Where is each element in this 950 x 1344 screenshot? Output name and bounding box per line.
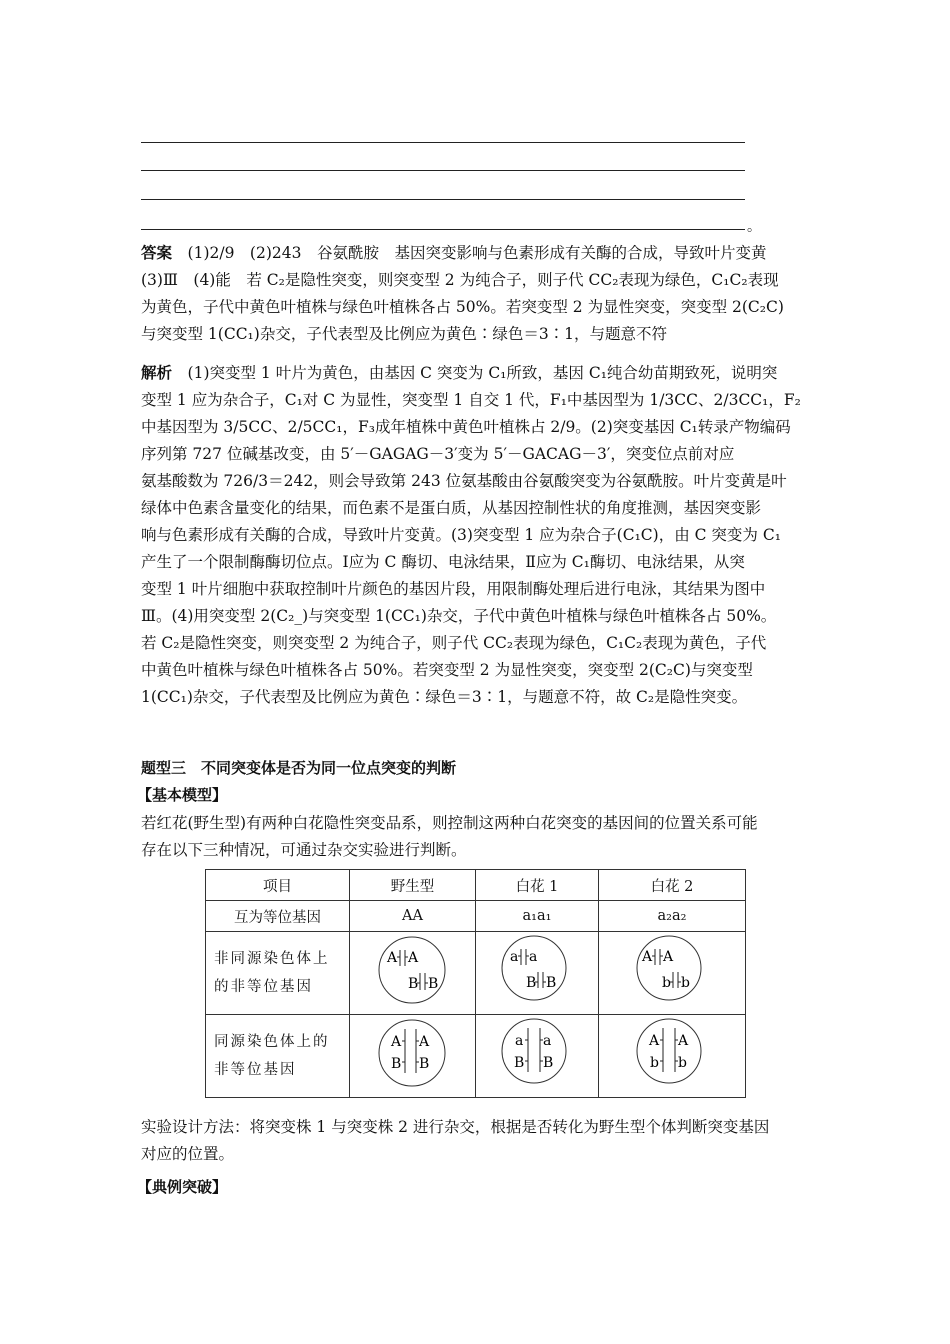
intro-line: 若红花(野生型)有两种白花隐性突变品系，则控制这两种白花突变的基因间的位置关系可能 xyxy=(141,814,758,832)
genotype-cell: a₂a₂ xyxy=(599,901,746,932)
analysis-line: 绿体中色素含量变化的结果，而色素不是蛋白质，从基因控制性状的角度推测，基因突变影 xyxy=(141,499,762,517)
answer-blank-line xyxy=(141,142,745,143)
allele-label: B xyxy=(526,975,537,991)
allele-label: A xyxy=(642,949,653,965)
allele-label: A xyxy=(408,950,419,966)
allele-label: A xyxy=(663,949,674,965)
genotype-cell: AA xyxy=(350,901,476,932)
answer-line: 与突变型 1(CC₁)杂交，子代表型及比例应为黄色∶绿色＝3∶1，与题意不符 xyxy=(141,325,668,343)
row-label-line: 非等位基因 xyxy=(214,1062,297,1078)
chromosome-diagram-cell xyxy=(599,1015,746,1098)
allele-label: B xyxy=(391,1056,402,1072)
row-label: 互为等位基因 xyxy=(206,901,350,932)
genotype-cell: a₁a₁ xyxy=(476,901,599,932)
table-row xyxy=(206,932,746,1015)
row-label-line: 同源染色体上的 xyxy=(214,1034,330,1050)
chromosome-diagram-cell xyxy=(350,932,476,1015)
table-header-cell: 项目 xyxy=(206,870,350,901)
answer-blank-line xyxy=(141,199,745,200)
allele-label: A xyxy=(387,950,398,966)
allele-label: A xyxy=(419,1034,430,1050)
chromosome-diagram xyxy=(599,932,745,1010)
analysis-line: 中基因型为 3/5CC、2/5CC₁，F₃成年植株中黄色叶植株占 2/9。(2)突变基因 C₁转录产物编码 xyxy=(141,418,791,436)
allele-label: b xyxy=(650,1055,659,1071)
analysis-line: 序列第 727 位碱基改变，由 5′－GAGAG－3′变为 5′－GACAG－3′，突变位点前对应 xyxy=(141,445,735,463)
chromosome-diagram-cell xyxy=(599,932,746,1015)
chromosome-diagram xyxy=(599,1015,745,1093)
table-row xyxy=(206,1015,746,1098)
analysis-block xyxy=(141,360,811,711)
allele-label: B xyxy=(408,976,419,992)
allele-label: b xyxy=(681,975,690,991)
allele-label: a xyxy=(510,949,519,965)
answer-label: 答案 xyxy=(141,244,173,262)
method-line: 实验设计方法：将突变株 1 与突变株 2 进行杂交，根据是否转化为野生型个体判断突变基因 xyxy=(141,1118,770,1136)
analysis-line: 变型 1 应为杂合子，C₁对 C 为显性，突变型 1 自交 1 代，F₁中基因型为 1/3CC、2/3CC₁，F₂ xyxy=(141,391,801,409)
allele-label: A xyxy=(678,1033,689,1049)
basic-model-heading: 【基本模型】 xyxy=(137,786,228,804)
allele-label: a xyxy=(529,949,538,965)
row-label-line: 非同源染色体上 xyxy=(214,951,330,967)
analysis-line: 1(CC₁)杂交，子代表型及比例应为黄色∶绿色＝3∶1，与题意不符，故 C₂是隐性突变。 xyxy=(141,688,748,706)
method-paragraph xyxy=(141,1114,811,1168)
analysis-line: 中黄色叶植株与绿色叶植株各占 50%。若突变型 2 为显性突变，突变型 2(C₂C)与突变型 xyxy=(141,661,753,679)
example-heading: 【典例突破】 xyxy=(137,1178,228,1196)
chromosome-diagram xyxy=(350,1015,475,1093)
answer-line: (1)2/9 (2)243 谷氨酰胺 基因突变影响与色素形成有关酶的合成，导致叶片变黄 xyxy=(187,244,767,262)
allele-label: b xyxy=(662,975,671,991)
allele-label: B xyxy=(543,1055,554,1071)
method-line: 对应的位置。 xyxy=(141,1145,235,1163)
allele-label: B xyxy=(514,1055,525,1071)
chromosome-diagram xyxy=(476,932,598,1010)
allele-label: A xyxy=(391,1034,402,1050)
row-label xyxy=(206,932,350,1015)
allele-label: B xyxy=(546,975,557,991)
analysis-line: Ⅲ。(4)用突变型 2(C₂_)与突变型 1(CC₁)杂交，子代中黄色叶植株与绿色叶植株各占 50%。 xyxy=(141,607,777,625)
answer-line: 为黄色，子代中黄色叶植株与绿色叶植株各占 50%。若突变型 2 为显性突变，突变型 2(C₂C) xyxy=(141,298,784,316)
answer-block xyxy=(141,240,811,348)
answer-blank-line xyxy=(141,229,745,230)
allele-label: B xyxy=(428,976,439,992)
intro-line: 存在以下三种情况，可通过杂交实验进行判断。 xyxy=(141,841,467,859)
chromosome-diagram xyxy=(476,1015,598,1093)
table-header-cell: 白花 2 xyxy=(599,870,746,901)
analysis-label: 解析 xyxy=(141,364,173,382)
chromosome-diagram xyxy=(350,932,475,1010)
table-header-cell: 野生型 xyxy=(350,870,476,901)
gene-position-table xyxy=(205,869,746,1098)
analysis-line: 变型 1 叶片细胞中获取控制叶片颜色的基因片段，用限制酶处理后进行电泳，其结果为图中 xyxy=(141,580,766,598)
intro-paragraph xyxy=(141,810,811,864)
row-label-line: 的非等位基因 xyxy=(214,979,313,995)
table-header-row xyxy=(206,870,746,901)
allele-label: B xyxy=(419,1056,430,1072)
section-title: 题型三 不同突变体是否为同一位点突变的判断 xyxy=(141,759,457,777)
analysis-line: 氨基酸数为 726/3＝242，则会导致第 243 位氨基酸由谷氨酸突变为谷氨酰胺。叶片变黄是叶 xyxy=(141,472,787,490)
allele-label: a xyxy=(543,1033,552,1049)
table-header-cell: 白花 1 xyxy=(476,870,599,901)
table-row xyxy=(206,901,746,932)
chromosome-diagram-cell xyxy=(476,1015,599,1098)
row-label xyxy=(206,1015,350,1098)
blank-end-mark: 。 xyxy=(747,219,761,235)
allele-label: b xyxy=(678,1055,687,1071)
analysis-line: 产生了一个限制酶酶切位点。Ⅰ应为 C 酶切、电泳结果，Ⅱ应为 C₁酶切、电泳结果，从突 xyxy=(141,553,745,571)
answer-line: (3)Ⅲ (4)能 若 C₂是隐性突变，则突变型 2 为纯合子，则子代 CC₂表现为绿色，C₁C₂表现 xyxy=(141,271,779,289)
allele-label: A xyxy=(649,1033,660,1049)
analysis-line: (1)突变型 1 叶片为黄色，由基因 C 突变为 C₁所致，基因 C₁纯合幼苗期致死，说明突 xyxy=(187,364,778,382)
chromosome-diagram-cell xyxy=(350,1015,476,1098)
answer-blank-line xyxy=(141,170,745,171)
analysis-line: 若 C₂是隐性突变，则突变型 2 为纯合子，则子代 CC₂表现为绿色，C₁C₂表现为黄色，子代 xyxy=(141,634,767,652)
allele-label: a xyxy=(515,1033,524,1049)
analysis-line: 响与色素形成有关酶的合成，导致叶片变黄。(3)突变型 1 应为杂合子(C₁C)，由 C 突变为 C₁ xyxy=(141,526,781,544)
chromosome-diagram-cell xyxy=(476,932,599,1015)
